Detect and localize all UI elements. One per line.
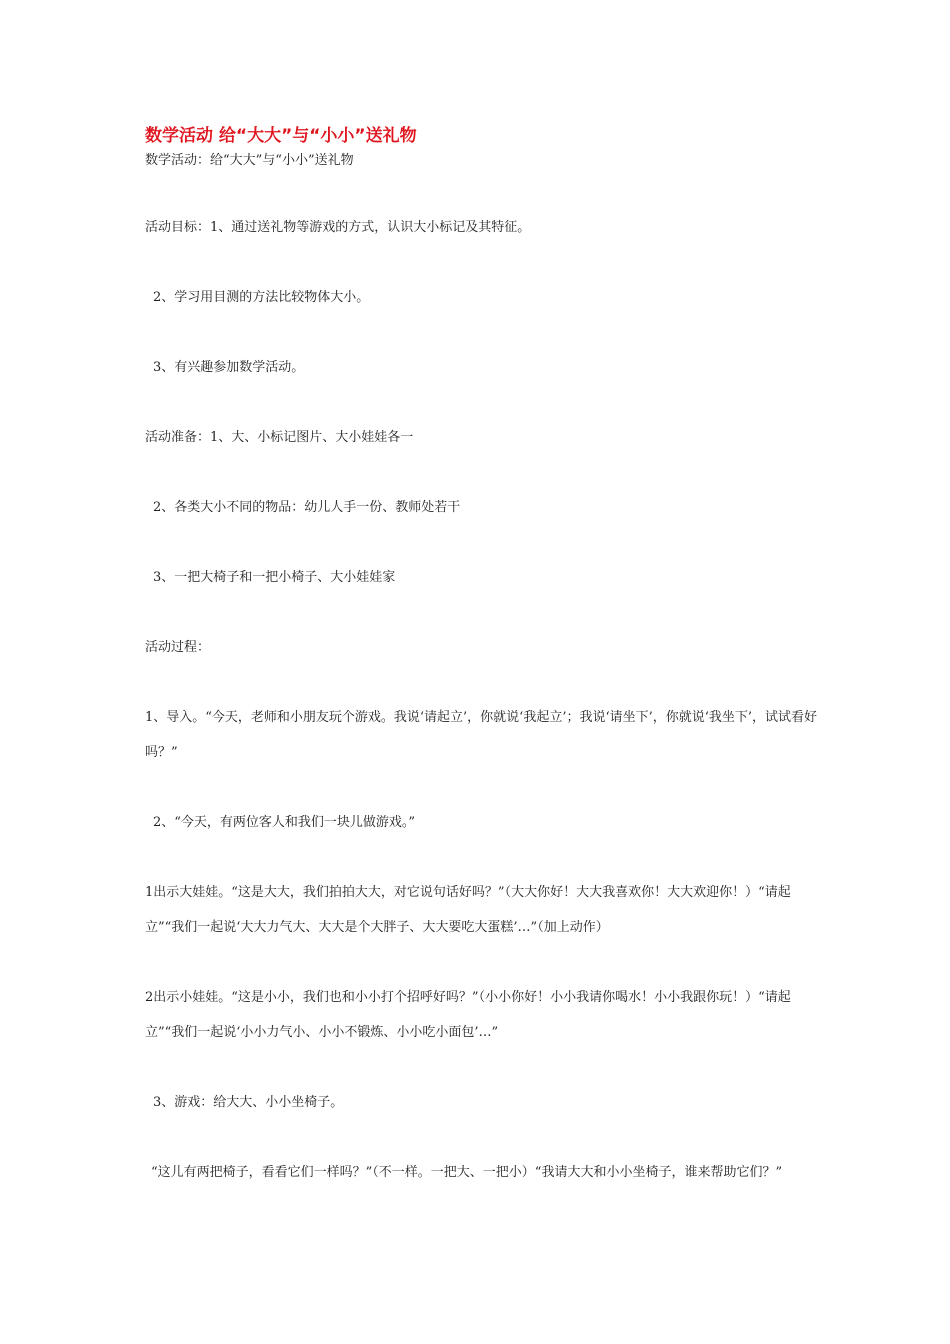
goals-line-3: 3、有兴趣参加数学活动。 [153, 360, 305, 375]
process-sub-2: 2出示小娃娃。“这是小小，我们也和小小打个招呼好吗？”（小小你好！小小我请你喝水！小小我跟你玩！）“请起立”“我们一起说‘小小力气小、小小不锻炼、小小吃小面包’…” [145, 990, 791, 1040]
document-title: 数学活动 给“大大”与“小小”送礼物 [145, 126, 417, 146]
process-step-2: 2、“今天，有两位客人和我们一块儿做游戏。” [153, 815, 416, 830]
process-sub-1: 1出示大娃娃。“这是大大，我们拍拍大大，对它说句话好吗？”（大大你好！大大我喜欢你！大大欢迎你！）“请起立”“我们一起说‘大大力气大、大大是个大胖子、大大要吃大蛋糕’…”（加上动作） [145, 885, 791, 935]
document-page [145, 122, 825, 1190]
process-step-3: 3、游戏：给大大、小小坐椅子。 [153, 1095, 344, 1110]
prep-line-3: 3、一把大椅子和一把小椅子、大小娃娃家 [153, 570, 396, 585]
goals-line-1: 活动目标：1、通过送礼物等游戏的方式，认识大小标记及其特征。 [145, 220, 531, 235]
document-subtitle: 数学活动：给“大大”与“小小”送礼物 [145, 153, 354, 168]
goals-line-2: 2、学习用目测的方法比较物体大小。 [153, 290, 370, 305]
process-heading: 活动过程： [145, 640, 211, 655]
prep-line-2: 2、各类大小不同的物品：幼儿人手一份、教师处若干 [153, 500, 461, 515]
process-step-1: 1、导入。“今天，老师和小朋友玩个游戏。我说‘请起立’，你就说‘我起立’；我说‘请坐下’，你就说‘我坐下’，试试看好吗？” [145, 710, 817, 760]
prep-line-1: 活动准备：1、大、小标记图片、大小娃娃各一 [145, 430, 414, 445]
process-quote: “这儿有两把椅子，看看它们一样吗？”（不一样。一把大、一把小）“我请大大和小小坐椅子，谁来帮助它们？” [151, 1165, 783, 1180]
